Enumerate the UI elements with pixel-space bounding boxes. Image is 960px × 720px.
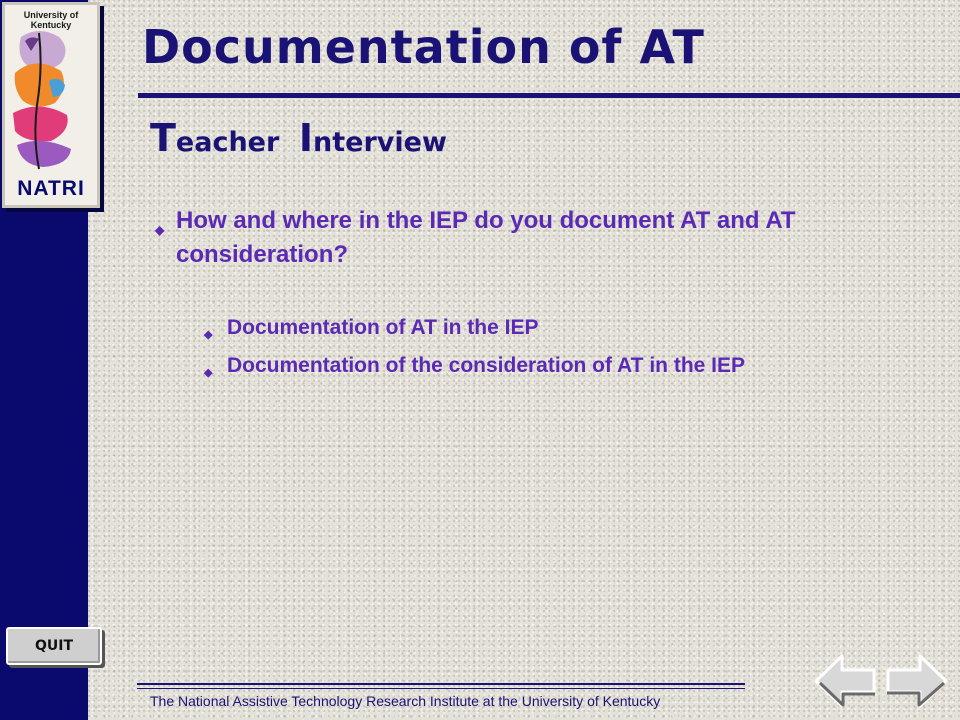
- title-divider: [138, 93, 960, 98]
- subtitle-word2-cap: I: [298, 116, 314, 160]
- diamond-bullet-icon: ◆: [204, 367, 213, 379]
- left-arrow-icon[interactable]: [812, 650, 878, 712]
- quit-button[interactable]: QUIT: [6, 627, 102, 665]
- diamond-bullet-icon: ◆: [155, 223, 165, 237]
- subtitle-word2-rest: nterview: [313, 127, 447, 158]
- subtitle-word1-rest: eacher: [175, 127, 280, 158]
- profile-faces-icon: [9, 29, 87, 171]
- footer-divider: [137, 688, 745, 689]
- diamond-bullet-icon: ◆: [204, 329, 213, 341]
- slide-subtitle: [150, 116, 447, 160]
- main-bullet: [150, 204, 910, 272]
- natri-logo: [2, 2, 100, 208]
- university-label: University of Kentucky: [23, 10, 79, 30]
- sub-bullet-text: Documentation of AT in the IEP: [227, 316, 539, 339]
- footer-text: The National Assistive Technology Research Institute at the University of Kentucky: [150, 693, 661, 709]
- slide-title: Documentation of AT: [142, 20, 705, 74]
- sub-bullet: [200, 352, 920, 380]
- footer-divider: [137, 683, 745, 685]
- sub-bullet: [200, 314, 920, 342]
- sub-bullet-text: Documentation of the consideration of AT in the IEP: [227, 354, 746, 377]
- subtitle-word1-cap: T: [150, 116, 176, 160]
- main-bullet-text: How and where in the IEP do you document AT and AT consideration?: [176, 207, 796, 268]
- natri-label: NATRI: [17, 177, 85, 200]
- right-arrow-icon[interactable]: [884, 650, 950, 712]
